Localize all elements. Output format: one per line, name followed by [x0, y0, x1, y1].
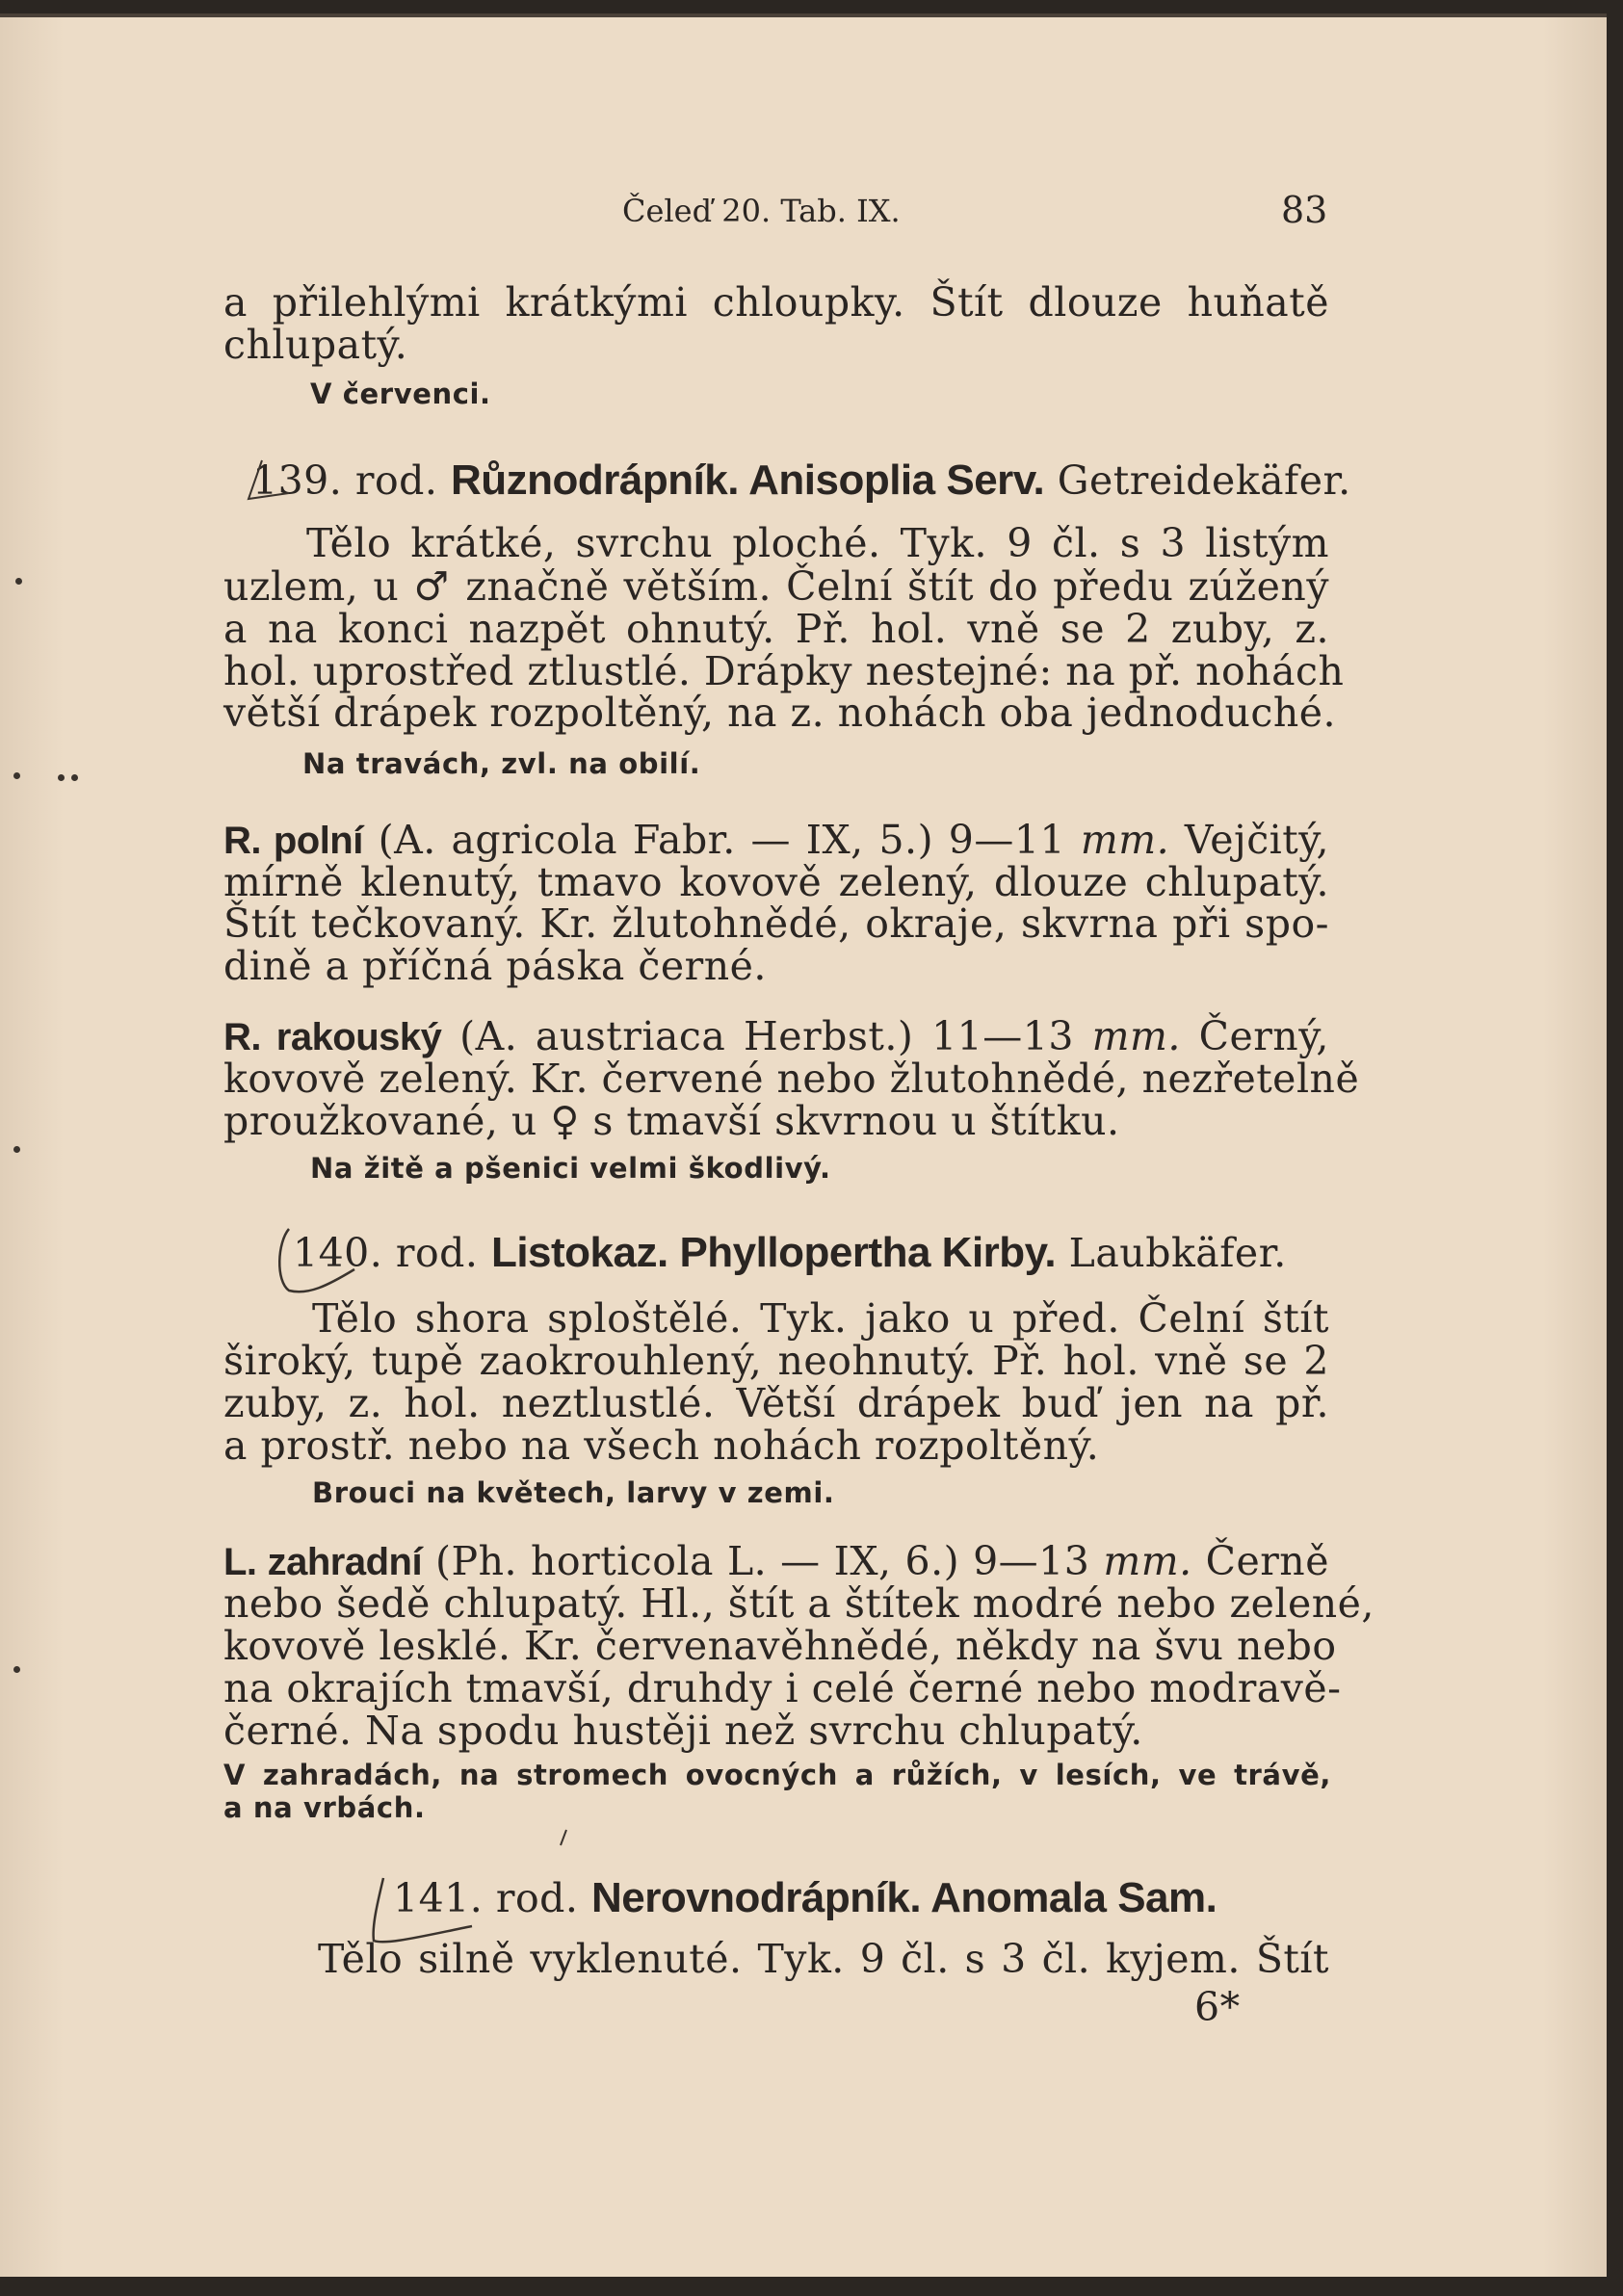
- text-line: a prostř. nebo na všech nohách rozpoltěný.: [223, 1422, 1100, 1469]
- genus-german: Getreidekäfer.: [1057, 457, 1351, 504]
- text-line: mírně klenutý, tmavo kovově zelený, dlouze chlupatý.: [223, 859, 1329, 905]
- text-line: proužkované, u ♀ s tmavší skvrnou u štítku.: [223, 1098, 1120, 1144]
- genus-rod: rod.: [354, 457, 438, 504]
- text-line: a přilehlými krátkými chloupky. Štít dlouze huňatě: [223, 279, 1329, 326]
- text-line: chlupatý.: [223, 322, 408, 368]
- habitat-note: Na žitě a pšenici velmi škodlivý.: [310, 1152, 831, 1185]
- text-line: hol. uprostřed ztlustlé. Drápky nestejné: na př. nohách: [223, 648, 1345, 694]
- text-line: Štít tečkovaný. Kr. žlutohnědé, okraje, skvrna při spo-: [223, 900, 1329, 947]
- species-description: Vejčitý,: [1184, 817, 1329, 863]
- pencil-mark: [374, 1878, 472, 1942]
- species-name: R. polní: [223, 820, 363, 862]
- signature-mark: 6*: [1194, 1984, 1241, 2030]
- species-name: L. zahradní: [223, 1541, 423, 1583]
- text-line: uzlem, u ♂ značně větším. Čelní štít do předu zúžený: [223, 563, 1329, 610]
- species-description: (A. agricola Fabr. — IX, 5.) 9—11: [378, 817, 1066, 863]
- unit: mm.: [1091, 1013, 1181, 1059]
- text-line: zuby, z. hol. neztlustlé. Větší drápek buď jen na př.: [223, 1380, 1329, 1426]
- margin-speck: [13, 1146, 20, 1153]
- pencil-mark: [561, 1830, 566, 1845]
- habitat-note: V červenci.: [310, 378, 491, 410]
- text-line: dině a příčná páska černé.: [223, 943, 767, 989]
- species-description: Černý,: [1198, 1013, 1329, 1059]
- pencil-mark: [279, 1229, 354, 1292]
- unit: mm.: [1080, 817, 1170, 863]
- margin-speck: [13, 1666, 20, 1673]
- text-line: černé. Na spodu hustěji než svrchu chlupatý.: [223, 1708, 1143, 1754]
- running-header: Čeleď 20. Tab. IX.: [622, 193, 901, 229]
- genus-name: Různodrápník. Anisoplia Serv.: [450, 457, 1045, 504]
- species-name: R. rakouský: [223, 1016, 442, 1058]
- text-line: Tělo krátké, svrchu ploché. Tyk. 9 čl. s 3 listým: [306, 520, 1329, 566]
- genus-number: 141.: [393, 1875, 484, 1921]
- text-line: kovově zelený. Kr. červené nebo žlutohnědé, nezřetelně: [223, 1056, 1360, 1102]
- text-line: široký, tupě zaokrouhlený, neohnutý. Př. hol. vně se 2: [223, 1338, 1329, 1384]
- margin-speck: [15, 578, 22, 585]
- genus-number: 139.: [252, 457, 343, 504]
- species-description: Černě: [1205, 1538, 1329, 1584]
- margin-speck: [71, 774, 78, 781]
- genus-name: Listokaz. Phyllopertha Kirby.: [490, 1229, 1057, 1276]
- text-line: kovově lesklé. Kr. červenavěhnědé, někdy na švu nebo: [223, 1623, 1337, 1669]
- species-description: (Ph. horticola L. — IX, 6.) 9—13: [435, 1538, 1090, 1584]
- genus-number: 140.: [293, 1230, 383, 1276]
- habitat-note: Na travách, zvl. na obilí.: [302, 747, 701, 780]
- genus-german: Laubkäfer.: [1068, 1230, 1287, 1276]
- habitat-note: V zahradách, na stromech ovocných a růžích, v lesích, ve trávě,: [223, 1759, 1331, 1791]
- text-line: a na konci nazpět ohnutý. Př. hol. vně se 2 zuby, z.: [223, 606, 1329, 652]
- text-line: na okrajích tmavší, druhdy i celé černé nebo modravě-: [223, 1665, 1342, 1711]
- margin-speck: [58, 774, 65, 781]
- margin-speck: [13, 772, 20, 779]
- genus-rod: rod.: [495, 1875, 579, 1921]
- species-description: (A. austriaca Herbst.) 11—13: [459, 1013, 1074, 1059]
- page-number: 83: [1281, 189, 1328, 231]
- text-line: nebo šedě chlupatý. Hl., štít a štítek modré nebo zelené,: [223, 1580, 1374, 1627]
- unit: mm.: [1103, 1538, 1192, 1584]
- text-line: Tělo silně vyklenuté. Tyk. 9 čl. s 3 čl. kyjem. Štít: [318, 1936, 1329, 1982]
- genus-name: Nerovnodrápník. Anomala Sam.: [590, 1874, 1217, 1921]
- text-line: Tělo shora sploštělé. Tyk. jako u před. Čelní štít: [312, 1295, 1329, 1342]
- pencil-mark: [249, 460, 289, 499]
- habitat-note: Brouci na květech, larvy v zemi.: [312, 1476, 835, 1509]
- text-line: větší drápek rozpoltěný, na z. nohách oba jednoduché.: [223, 690, 1337, 736]
- habitat-note: a na vrbách.: [223, 1791, 426, 1824]
- genus-rod: rod.: [395, 1230, 479, 1276]
